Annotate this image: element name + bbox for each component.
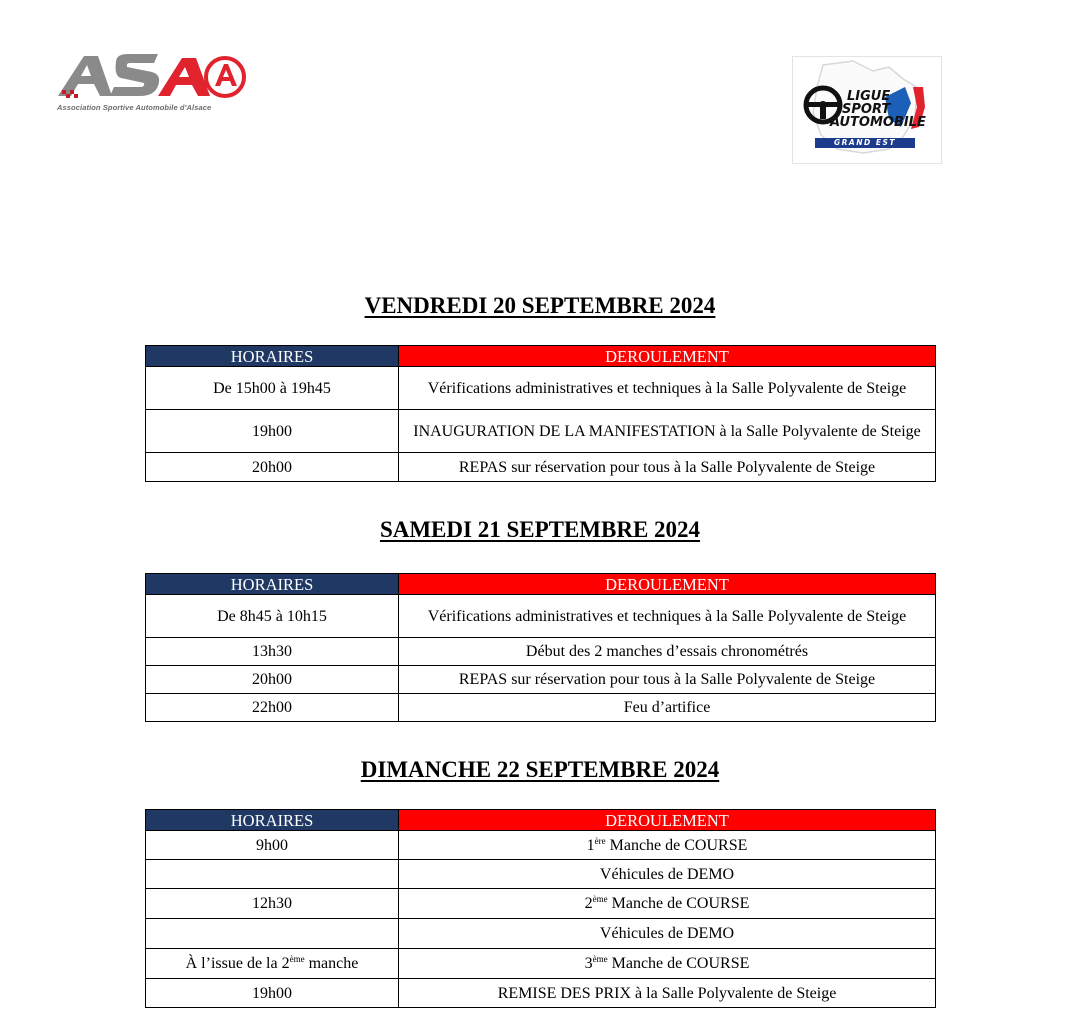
time-cell: 19h00 (146, 979, 399, 1008)
ligue-line-2: SPORT (842, 102, 891, 117)
table-row (146, 638, 936, 666)
column-header-deroulement: DEROULEMENT (399, 810, 936, 831)
time-cell (146, 860, 399, 889)
description-cell (399, 949, 936, 979)
ordinal-number: 2 (584, 895, 593, 912)
table-row (146, 595, 936, 638)
table-row (146, 949, 936, 979)
ligue-band: GRAND EST (815, 138, 915, 148)
table-row (146, 919, 936, 949)
table-header-row (146, 346, 936, 367)
time-cell: 9h00 (146, 831, 399, 860)
table-row (146, 453, 936, 482)
time-cell: 19h00 (146, 410, 399, 453)
column-header-deroulement: DEROULEMENT (399, 574, 936, 595)
table-header-row (146, 574, 936, 595)
day-title-friday-text: VENDREDI 20 SEPTEMBRE 2024 (364, 293, 716, 318)
time-cell: De 15h00 à 19h45 (146, 367, 399, 410)
time-cell: 13h30 (146, 638, 399, 666)
table-row (146, 979, 936, 1008)
time-cell (146, 949, 399, 979)
ordinal-suffix: ème (592, 894, 608, 904)
ordinal-suffix: ème (289, 954, 305, 964)
column-header-horaires: HORAIRES (146, 574, 399, 595)
column-header-deroulement: DEROULEMENT (399, 346, 936, 367)
description-cell: Feu d’artifice (399, 694, 936, 722)
description-cell: Véhicules de DEMO (399, 860, 936, 889)
column-header-horaires: HORAIRES (146, 810, 399, 831)
day-title-saturday (0, 516, 1080, 544)
ordinal-suffix: ème (592, 954, 608, 964)
description-cell: Vérifications administratives et techniques à la Salle Polyvalente de Steige (399, 367, 936, 410)
time-cell: 22h00 (146, 694, 399, 722)
day-title-friday (0, 292, 1080, 320)
ligue-logo (792, 56, 942, 164)
schedule-table-friday (145, 345, 936, 482)
description-cell: REMISE DES PRIX à la Salle Polyvalente de Steige (399, 979, 936, 1008)
ligue-line-3: AUTOMOBILE (830, 115, 926, 130)
description-cell: REPAS sur réservation pour tous à la Salle Polyvalente de Steige (399, 453, 936, 482)
table-row (146, 831, 936, 860)
description-cell: Véhicules de DEMO (399, 919, 936, 949)
schedule-table-saturday (145, 573, 936, 722)
time-text: manche (304, 955, 359, 972)
description-text: Manche de COURSE (607, 895, 750, 912)
day-title-sunday-text: DIMANCHE 22 SEPTEMBRE 2024 (360, 757, 720, 782)
description-cell: Début des 2 manches d’essais chronométrés (399, 638, 936, 666)
time-cell (146, 919, 399, 949)
table-row (146, 889, 936, 919)
column-header-horaires: HORAIRES (146, 346, 399, 367)
description-cell (399, 831, 936, 860)
time-cell: 12h30 (146, 889, 399, 919)
ligue-line-1: LIGUE (847, 89, 891, 104)
table-header-row (146, 810, 936, 831)
ordinal-suffix: ère (594, 835, 606, 846)
asa-logo-mark (54, 50, 254, 102)
description-text: Manche de COURSE (605, 836, 748, 854)
ordinal-number: 1 (586, 836, 595, 854)
description-cell: INAUGURATION DE LA MANIFESTATION à la Salle Polyvalente de Steige (399, 410, 936, 453)
description-cell (399, 889, 936, 919)
table-row (146, 410, 936, 453)
description-text: Manche de COURSE (607, 955, 750, 972)
table-row (146, 367, 936, 410)
table-row (146, 860, 936, 889)
asa-tagline: Association Sportive Automobile d'Alsace (57, 103, 212, 112)
ordinal-number: 3 (584, 955, 593, 972)
description-cell: Vérifications administratives et techniques à la Salle Polyvalente de Steige (399, 595, 936, 638)
time-cell: 20h00 (146, 453, 399, 482)
table-row (146, 666, 936, 694)
ligue-wordmark (830, 89, 926, 130)
time-cell: 20h00 (146, 666, 399, 694)
asa-logo (54, 50, 254, 120)
description-cell: REPAS sur réservation pour tous à la Salle Polyvalente de Steige (399, 666, 936, 694)
time-cell: De 8h45 à 10h15 (146, 595, 399, 638)
time-text: À l’issue de la 2 (185, 955, 290, 972)
table-row (146, 694, 936, 722)
schedule-table-sunday (145, 809, 936, 1008)
day-title-saturday-text: SAMEDI 21 SEPTEMBRE 2024 (379, 517, 701, 542)
day-title-sunday (0, 756, 1080, 784)
